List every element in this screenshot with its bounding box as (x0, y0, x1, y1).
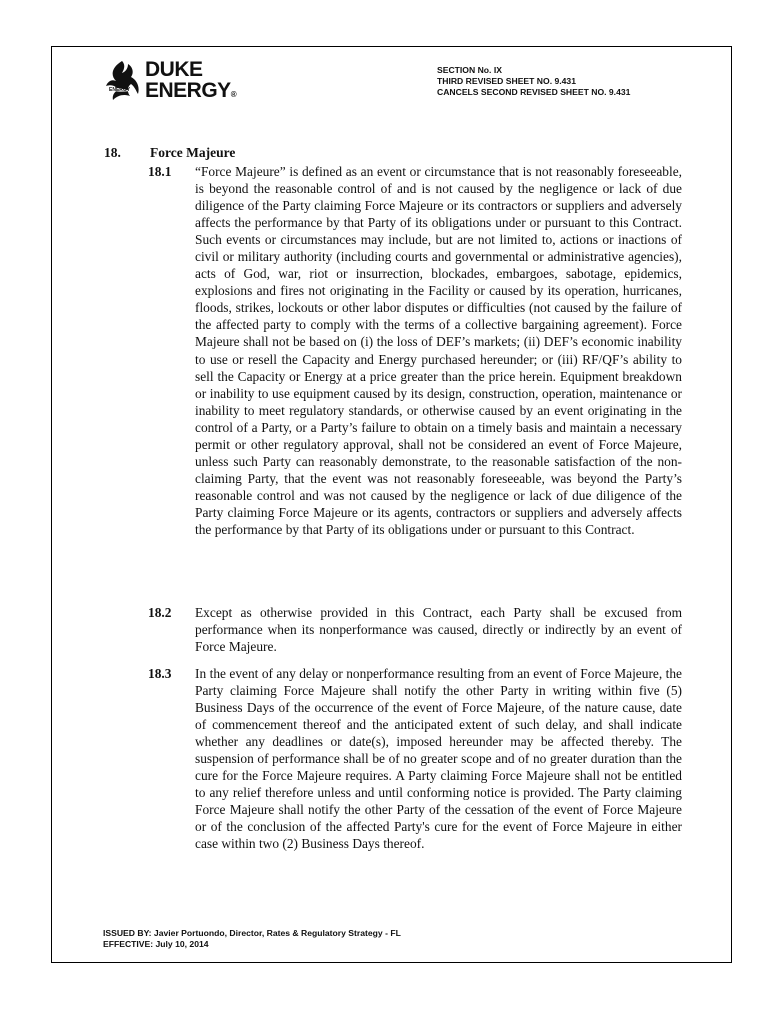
section-heading (104, 145, 235, 161)
logo-line-1: DUKE (145, 58, 203, 81)
section-title: Force Majeure (150, 145, 236, 160)
paragraph-text: “Force Majeure” is defined as an event or circumstance that is not reasonably foreseeable, is beyond the reasonable control of and is not caused by the negligence or lack of due diligence of the Party claiming Force Majeure or its contractors or suppliers and adversely affects the performance by that Party of its obligations under or pursuant to this Contract. Such events or circumstances may include, but are not limited to, actions or inactions of civil or military authority (including courts and governmental or administrative agencies), acts of God, war, riot or insurrection, blockades, embargoes, sabotage, epidemics, explosions and fires not originating in the Facility or caused by its operation, hurricanes, floods, strikes, lockouts or other labor disputes or difficulties (not caused by the failure of the affected party to comply with the terms of a collective bargaining agreement). Force Majeure shall not be based on (i) the loss of DEF’s markets; (ii) DEF’s economic inability to use or resell the Capacity and Energy purchased hereunder; or (iii) RF/QF’s ability to sell the Capacity or Energy at a price greater than the price herein. Equipment breakdown or inability to use equipment caused by its design, construction, operation, maintenance or inability to meet regulatory standards, or otherwise caused by an event originating in the control of a Party, or a Party’s failure to obtain on a timely basis and maintain a necessary permit or other regulatory approval, shall not be considered an event of Force Majeure, unless such Party can reasonably demonstrate, to the reasonable satisfaction of the non-claiming Party, that the event was not reasonably foreseeable, was beyond the Party’s reasonable control and was not caused by the negligence or lack of due diligence of the Party claiming Force Majeure or its agents, contractors or suppliers and adversely affects the performance by that Party of its obligations under or pursuant to this Contract. (195, 164, 682, 537)
sheet-info (437, 65, 630, 98)
paragraph-text: In the event of any delay or nonperformance resulting from an event of Force Majeure, the Party claiming Force Majeure shall notify the other Party in writing within five (5) Business Days of the occurrence of the event of Force Majeure, of the nature cause, date of commencement thereof and the anticipated extent of such delay, and shall indicate whether any deadlines or date(s), imposed hereunder may be affected thereby. The suspension of performance shall be of no greater scope and of no greater duration than the cure for the Force Majeure requires. A Party claiming Force Majeure shall not be entitled to any relief therefore unless and until conforming notice is provided. The Party claiming Force Majeure shall notify the other Party of the cessation of the event of Force Majeure or of the conclusion of the affected Party's cure for the event of Force Majeure in either case within two (2) Business Days thereof. (195, 666, 682, 852)
sheet-section: SECTION No. IX (437, 65, 502, 75)
section-number: 18. (104, 145, 121, 160)
paragraph-text: Except as otherwise provided in this Contract, each Party shall be excused from performance when its nonperformance was caused, directly or indirectly by an event of Force Majeure. (195, 605, 682, 655)
paragraph-number: 18.2 (148, 605, 172, 620)
logo-line-2: ENERGY® (145, 79, 237, 102)
svg-text:ENERGY: ENERGY (109, 87, 131, 93)
footer (103, 928, 401, 950)
sheet-revision: THIRD REVISED SHEET NO. 9.431 (437, 76, 576, 86)
paragraph-18-3 (148, 665, 682, 853)
paragraph-18-1 (148, 163, 682, 538)
logo-wordmark (145, 59, 236, 105)
paragraph-number: 18.1 (148, 164, 172, 179)
sheet-cancels: CANCELS SECOND REVISED SHEET NO. 9.431 (437, 87, 631, 97)
duke-energy-flame-logo-icon (100, 59, 144, 103)
duke-energy-logo (100, 57, 260, 107)
issued-by: ISSUED BY: Javier Portuondo, Director, Rates & Regulatory Strategy - FL (103, 928, 401, 938)
paragraph-number: 18.3 (148, 666, 172, 681)
registered-mark-icon: ® (230, 90, 237, 99)
effective-date: EFFECTIVE: July 10, 2014 (103, 939, 209, 949)
paragraph-18-2 (148, 604, 682, 655)
